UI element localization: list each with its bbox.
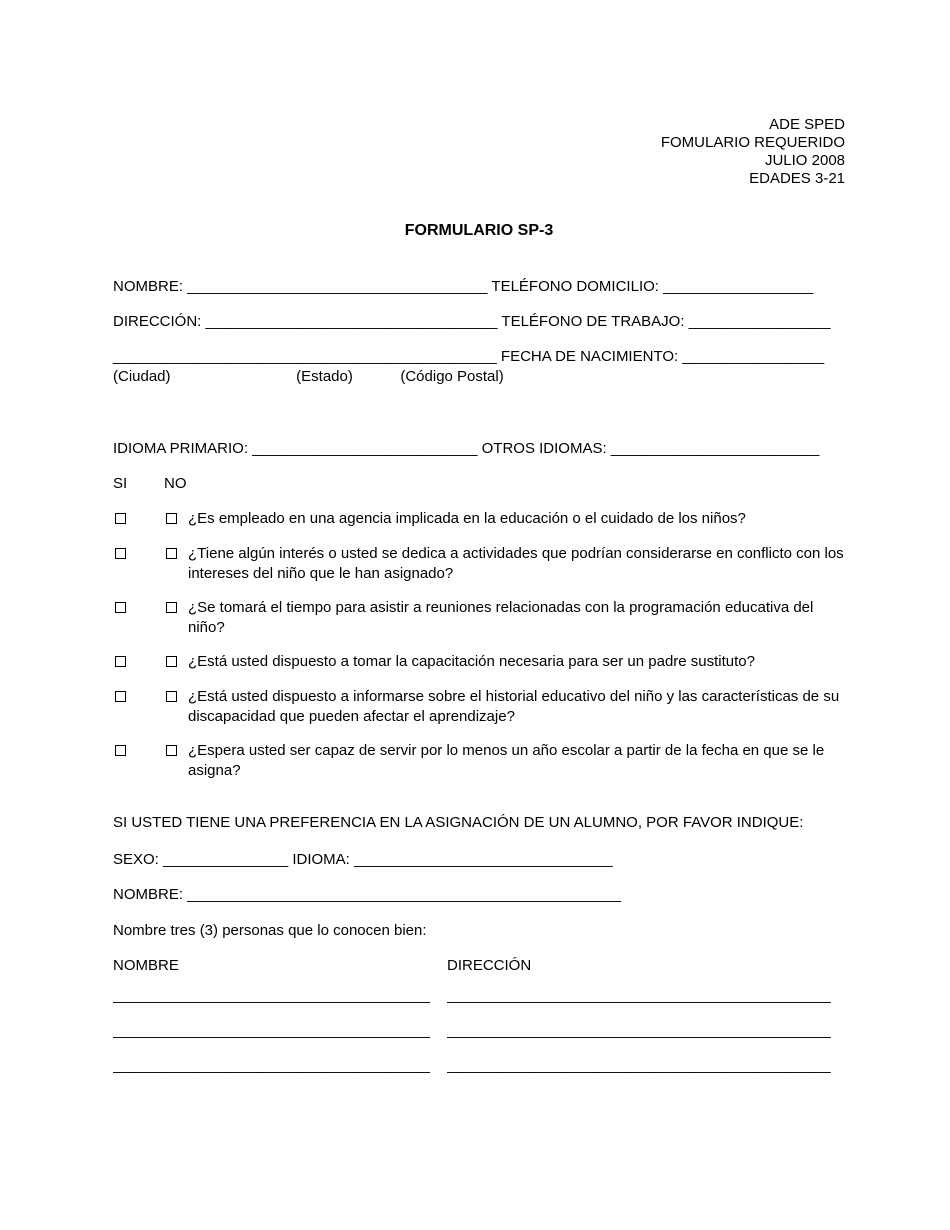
question-row (113, 544, 845, 584)
work-phone-label: TELÉFONO DE TRABAJO: (501, 313, 685, 330)
question-text: ¿Espera usted ser capaz de servir por lo menos un año escolar a partir de la fecha en que se le asigna? (188, 742, 825, 779)
other-languages-label: OTROS IDIOMAS: (481, 440, 607, 457)
checkbox-no[interactable] (166, 548, 177, 559)
reference-address-blank-line[interactable]: ______________________________________________ (447, 1022, 831, 1039)
work-phone-blank-line[interactable]: _________________ (688, 313, 831, 330)
yes-column-header: SI (113, 475, 128, 492)
reference-address-blank-line[interactable]: ______________________________________________ (447, 1057, 831, 1074)
checkbox-yes[interactable] (115, 513, 126, 524)
question-text: ¿Está usted dispuesto a tomar la capacitación necesaria para ser un padre sustituto? (188, 653, 755, 670)
address-label: DIRECCIÓN: (113, 313, 202, 330)
checkbox-no[interactable] (166, 656, 177, 667)
reference-row (113, 1021, 845, 1041)
row-sex-language (113, 850, 845, 870)
question-row (113, 652, 845, 673)
checkbox-yes[interactable] (115, 656, 126, 667)
question-row (113, 687, 845, 727)
page-title: FORMULARIO SP-3 (404, 222, 554, 239)
row-student-name (113, 885, 845, 905)
yes-no-header-row (113, 474, 845, 494)
row-languages (113, 439, 845, 459)
header-date: JULIO 2008 (764, 152, 845, 169)
reference-row (113, 1056, 845, 1076)
reference-address-header: DIRECCIÓN (447, 957, 532, 974)
question-text: ¿Es empleado en una agencia implicada en la educación o el cuidado de los niños? (188, 510, 746, 527)
student-name-label: NOMBRE: (113, 886, 184, 903)
name-label: NOMBRE: (113, 278, 184, 295)
question-row (113, 598, 845, 638)
city-caption: (Ciudad) (113, 368, 171, 385)
reference-name-blank-line[interactable]: ______________________________________ (113, 1057, 431, 1074)
references-intro: Nombre tres (3) personas que lo conocen bien: (113, 922, 427, 939)
address-blank-line[interactable]: ___________________________________ (205, 313, 498, 330)
other-languages-blank-line[interactable]: _________________________ (610, 440, 820, 457)
checkbox-yes[interactable] (115, 691, 126, 702)
checkbox-yes[interactable] (115, 745, 126, 756)
language-pref-blank-line[interactable]: _______________________________ (354, 851, 613, 868)
checkbox-no[interactable] (166, 745, 177, 756)
references-header-row (113, 956, 845, 976)
question-text: ¿Se tomará el tiempo para asistir a reuniones relacionadas con la programación educativa del niño? (188, 599, 814, 636)
sex-label: SEXO: (113, 851, 159, 868)
primary-language-blank-line[interactable]: ___________________________ (252, 440, 478, 457)
header-agency: ADE SPED (769, 116, 845, 133)
header-ages: EDADES 3-21 (749, 170, 845, 187)
preference-heading: SI USTED TIENE UNA PREFERENCIA EN LA ASIGNACIÓN DE UN ALUMNO, POR FAVOR INDIQUE: (113, 814, 804, 831)
birthdate-blank-line[interactable]: _________________ (682, 348, 825, 365)
question-text: ¿Está usted dispuesto a informarse sobre el historial educativo del niño y las características de su discapacidad que pueden afectar el aprendizaje? (188, 688, 840, 725)
state-caption: (Estado) (296, 368, 353, 385)
row-name-phone (113, 277, 845, 297)
zip-caption: (Código Postal) (400, 368, 504, 385)
row-city-birthdate (113, 347, 845, 367)
language-pref-label: IDIOMA: (292, 851, 350, 868)
question-text: ¿Tiene algún interés o usted se dedica a actividades que podrían considerarse en conflicto con los intereses del niño que le han asignado? (188, 545, 844, 582)
document-header (113, 116, 845, 188)
reference-address-blank-line[interactable]: ______________________________________________ (447, 987, 831, 1004)
checkbox-no[interactable] (166, 691, 177, 702)
reference-name-header: NOMBRE (113, 957, 179, 974)
reference-name-blank-line[interactable]: ______________________________________ (113, 1022, 431, 1039)
primary-language-label: IDIOMA PRIMARIO: (113, 440, 249, 457)
row-address-workphone (113, 312, 845, 332)
no-column-header: NO (164, 475, 187, 492)
city-state-zip-blank-line[interactable]: ______________________________________________ (113, 348, 497, 365)
birthdate-label: FECHA DE NACIMIENTO: (500, 348, 679, 365)
question-row (113, 741, 845, 781)
row-city-labels (113, 367, 845, 387)
checkbox-yes[interactable] (115, 602, 126, 613)
home-phone-blank-line[interactable]: __________________ (663, 278, 814, 295)
sex-blank-line[interactable]: _______________ (163, 851, 289, 868)
student-name-blank-line[interactable]: ____________________________________________________ (187, 886, 621, 903)
name-blank-line[interactable]: ____________________________________ (187, 278, 488, 295)
checkbox-no[interactable] (166, 602, 177, 613)
question-row (113, 509, 845, 530)
header-required: FOMULARIO REQUERIDO (660, 134, 845, 151)
reference-row (113, 986, 845, 1006)
checkbox-no[interactable] (166, 513, 177, 524)
reference-name-blank-line[interactable]: ______________________________________ (113, 987, 431, 1004)
home-phone-label: TELÉFONO DOMICILIO: (491, 278, 659, 295)
checkbox-yes[interactable] (115, 548, 126, 559)
